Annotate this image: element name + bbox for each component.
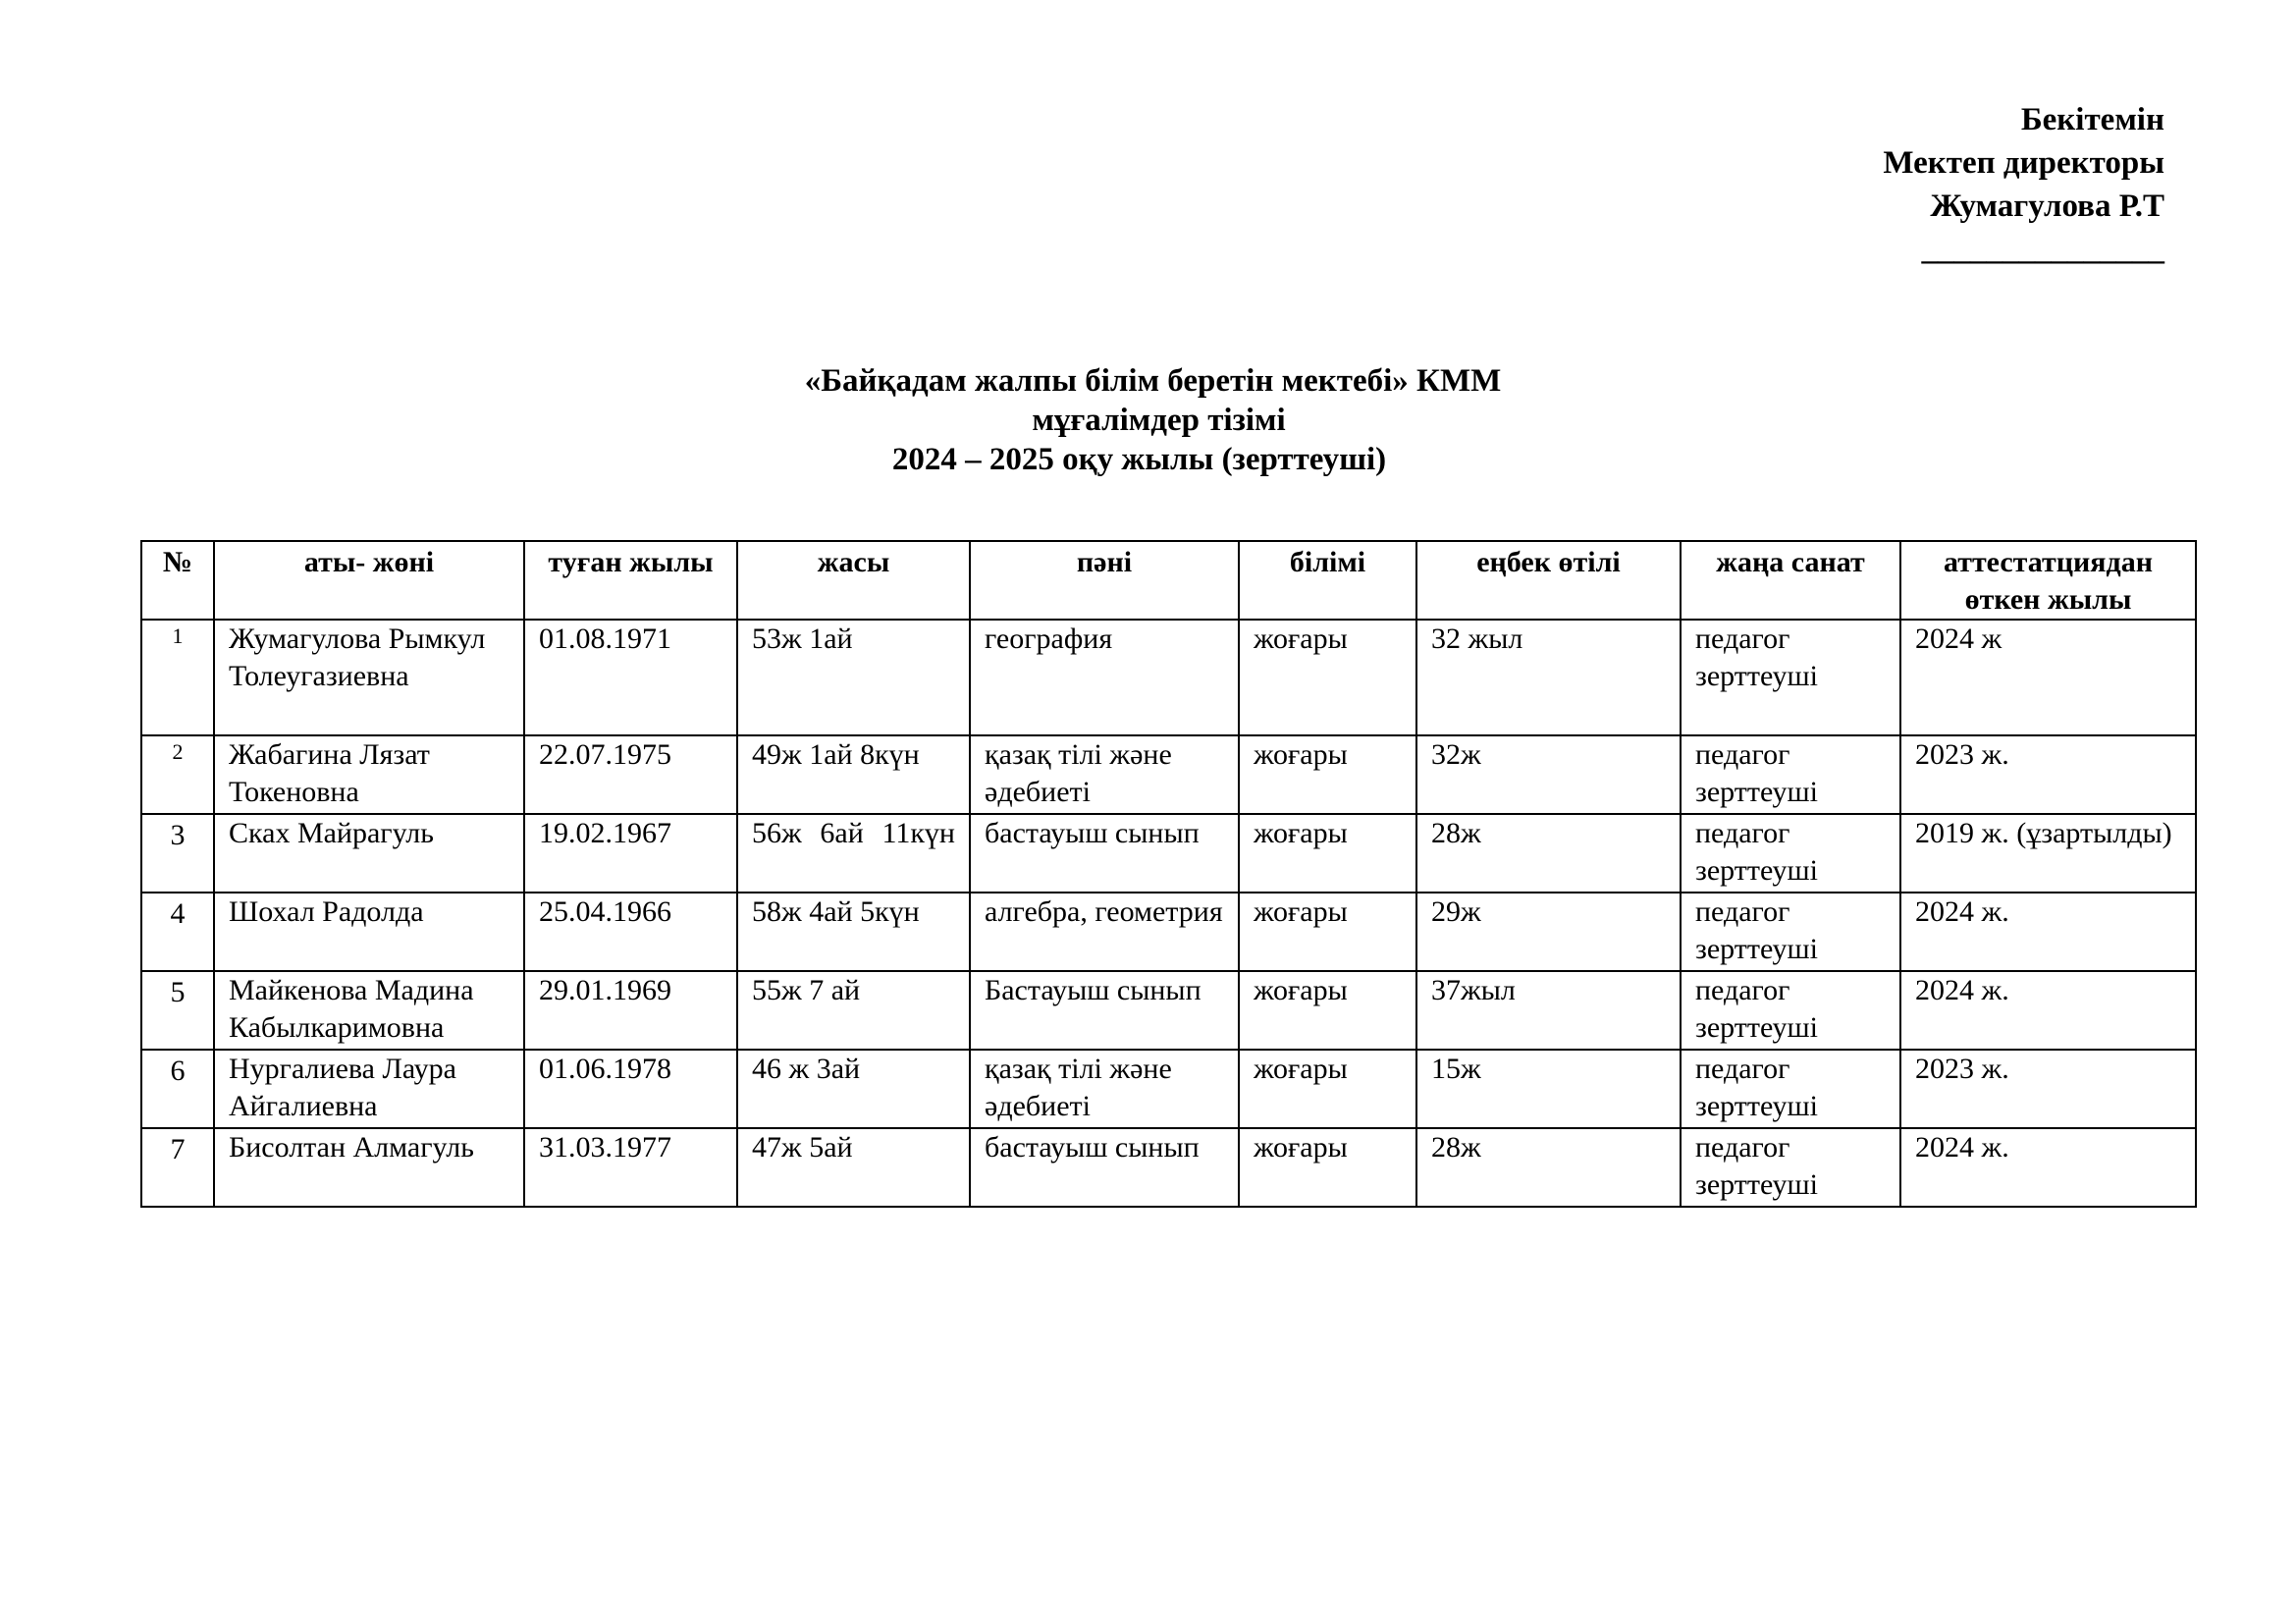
- row-education: жоғары: [1239, 893, 1416, 971]
- row-age: 55ж 7 ай: [737, 971, 970, 1050]
- row-experience: 28ж: [1416, 814, 1681, 893]
- row-subject: Бастауыш сынып: [970, 971, 1239, 1050]
- row-num: 6: [141, 1050, 214, 1128]
- row-education: жоғары: [1239, 814, 1416, 893]
- row-age: 49ж 1ай 8күн: [737, 735, 970, 814]
- table-header-row: [141, 541, 2196, 620]
- row-name: Жумагулова Рымкул Толеугазиевна: [214, 620, 524, 735]
- row-education: жоғары: [1239, 735, 1416, 814]
- row-num: 1: [141, 620, 214, 735]
- header-education: білімі: [1239, 541, 1416, 620]
- row-name: Майкенова Мадина Кабылкаримовна: [214, 971, 524, 1050]
- row-name: Шохал Радолда: [214, 893, 524, 971]
- row-birth: 01.06.1978: [524, 1050, 737, 1128]
- header-experience: еңбек өтілі: [1416, 541, 1681, 620]
- row-age: 53ж 1ай: [737, 620, 970, 735]
- table-row: [141, 735, 2196, 814]
- row-experience: 32 жыл: [1416, 620, 1681, 735]
- header-attestation: аттестатциядан өткен жылы: [1900, 541, 2196, 620]
- table-row: [141, 893, 2196, 971]
- table-row: [141, 1050, 2196, 1128]
- row-name: Бисолтан Алмагуль: [214, 1128, 524, 1207]
- row-birth: 22.07.1975: [524, 735, 737, 814]
- row-birth: 25.04.1966: [524, 893, 737, 971]
- approval-director-name: Жумагулова Р.Т: [1930, 189, 2164, 224]
- title-academic-year: 2024 – 2025 оқу жылы (зерттеуші): [891, 442, 1387, 477]
- row-num: 7: [141, 1128, 214, 1207]
- row-category: педагог зерттеуші: [1681, 1128, 1900, 1207]
- row-num: 4: [141, 893, 214, 971]
- header-birth: туған жылы: [524, 541, 737, 620]
- document-title: [0, 361, 2296, 479]
- row-category: педагог зерттеуші: [1681, 814, 1900, 893]
- row-age: 56ж 6ай 11күн: [737, 814, 970, 893]
- row-name: Сках Майрагуль: [214, 814, 524, 893]
- row-experience: 29ж: [1416, 893, 1681, 971]
- row-name: Нургалиева Лаура Айгалиевна: [214, 1050, 524, 1128]
- row-experience: 32ж: [1416, 735, 1681, 814]
- row-num: 3: [141, 814, 214, 893]
- row-experience: 15ж: [1416, 1050, 1681, 1128]
- approval-title: Бекітемін: [2020, 102, 2164, 137]
- title-list-name: мұғалімдер тізімі: [1032, 403, 1286, 438]
- header-num: №: [141, 541, 214, 620]
- title-school-name: «Байқадам жалпы білім беретін мектебі» КММ: [804, 363, 1502, 399]
- row-attestation: 2023 ж.: [1900, 735, 2196, 814]
- table-row: [141, 620, 2196, 735]
- row-birth: 01.08.1971: [524, 620, 737, 735]
- row-experience: 28ж: [1416, 1128, 1681, 1207]
- row-education: жоғары: [1239, 1128, 1416, 1207]
- row-attestation: 2023 ж.: [1900, 1050, 2196, 1128]
- row-birth: 19.02.1967: [524, 814, 737, 893]
- row-education: жоғары: [1239, 1050, 1416, 1128]
- signature-line: _______________: [1921, 232, 2164, 267]
- row-num: 2: [141, 735, 214, 814]
- row-subject: алгебра, геометрия: [970, 893, 1239, 971]
- table-row: [141, 814, 2196, 893]
- row-age: 58ж 4ай 5күн: [737, 893, 970, 971]
- row-subject: қазақ тілі және әдебиеті: [970, 1050, 1239, 1128]
- row-name: Жабагина Лязат Токеновна: [214, 735, 524, 814]
- row-age: 46 ж 3ай: [737, 1050, 970, 1128]
- row-category: педагог зерттеуші: [1681, 620, 1900, 735]
- header-name: аты- жөні: [214, 541, 524, 620]
- row-experience: 37жыл: [1416, 971, 1681, 1050]
- row-education: жоғары: [1239, 971, 1416, 1050]
- header-age: жасы: [737, 541, 970, 620]
- row-subject: қазақ тілі және әдебиеті: [970, 735, 1239, 814]
- header-category: жаңа санат: [1681, 541, 1900, 620]
- row-category: педагог зерттеуші: [1681, 971, 1900, 1050]
- row-attestation: 2024 ж.: [1900, 971, 2196, 1050]
- approval-block: [1883, 98, 2164, 271]
- row-attestation: 2024 ж.: [1900, 1128, 2196, 1207]
- row-subject: бастауыш сынып: [970, 814, 1239, 893]
- row-category: педагог зерттеуші: [1681, 735, 1900, 814]
- row-birth: 31.03.1977: [524, 1128, 737, 1207]
- row-category: педагог зерттеуші: [1681, 1050, 1900, 1128]
- row-birth: 29.01.1969: [524, 971, 737, 1050]
- row-attestation: 2019 ж. (ұзартылды): [1900, 814, 2196, 893]
- teachers-table: [140, 540, 2197, 1208]
- row-attestation: 2024 ж.: [1900, 893, 2196, 971]
- row-education: жоғары: [1239, 620, 1416, 735]
- approval-position: Мектеп директоры: [1883, 145, 2164, 181]
- row-category: педагог зерттеуші: [1681, 893, 1900, 971]
- row-age: 47ж 5ай: [737, 1128, 970, 1207]
- row-num: 5: [141, 971, 214, 1050]
- row-attestation: 2024 ж: [1900, 620, 2196, 735]
- row-subject: бастауыш сынып: [970, 1128, 1239, 1207]
- row-subject: география: [970, 620, 1239, 735]
- header-subject: пәні: [970, 541, 1239, 620]
- table-row: [141, 1128, 2196, 1207]
- table-row: [141, 971, 2196, 1050]
